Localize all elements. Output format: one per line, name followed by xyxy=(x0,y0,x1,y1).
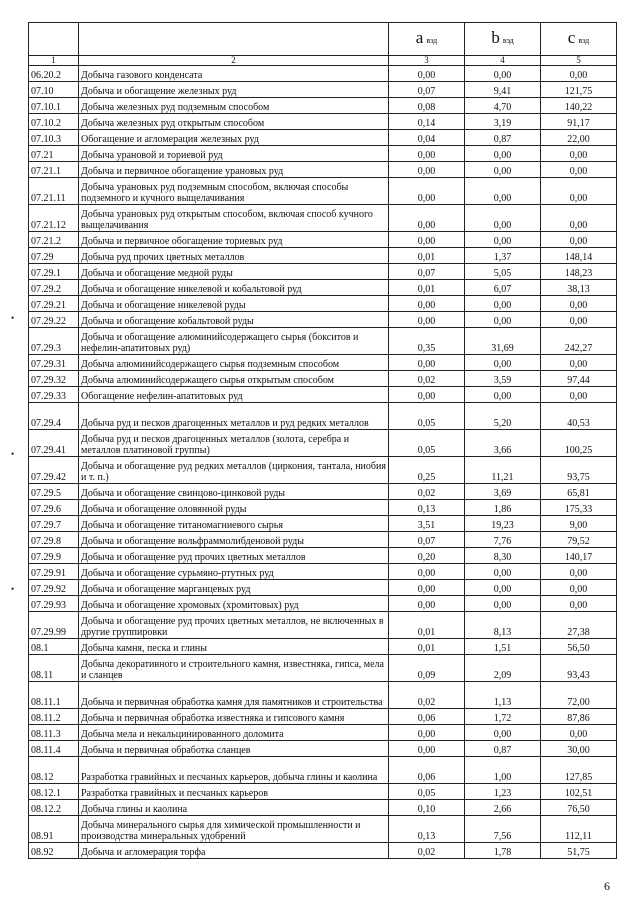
row-name: Добыча и обогащение хромовых (хромитовых) руд xyxy=(79,596,389,612)
row-value-c: 0,00 xyxy=(541,232,617,248)
column-number-row xyxy=(29,56,617,66)
row-value-a: 0,07 xyxy=(389,82,465,98)
row-name: Добыча и обогащение руд редких металлов (циркония, тантала, ниобия и т. п.) xyxy=(79,457,389,484)
row-name: Добыча и обогащение титаномагниевого сырья xyxy=(79,516,389,532)
row-code: 08.11.2 xyxy=(29,709,79,725)
row-name: Добыча руд прочих цветных металлов xyxy=(79,248,389,264)
row-value-a: 0,02 xyxy=(389,484,465,500)
row-name: Добыча и обогащение сурьмяно-ртутных руд xyxy=(79,564,389,580)
row-value-c: 0,00 xyxy=(541,162,617,178)
row-code: 08.92 xyxy=(29,843,79,859)
row-value-b: 0,00 xyxy=(465,355,541,371)
table-row xyxy=(29,98,617,114)
row-code: 07.21.2 xyxy=(29,232,79,248)
row-value-b: 1,00 xyxy=(465,757,541,784)
row-code: 07.29.42 xyxy=(29,457,79,484)
row-value-b: 5,05 xyxy=(465,264,541,280)
margin-mark: • xyxy=(11,313,15,323)
row-code: 08.12.1 xyxy=(29,784,79,800)
row-code: 07.29.99 xyxy=(29,612,79,639)
table-row xyxy=(29,564,617,580)
row-value-b: 0,00 xyxy=(465,66,541,82)
row-code: 07.29.2 xyxy=(29,280,79,296)
row-code: 07.29.22 xyxy=(29,312,79,328)
row-code: 07.29.33 xyxy=(29,387,79,403)
margin-mark: • xyxy=(11,584,15,594)
column-number: 5 xyxy=(541,56,617,66)
row-name: Добыча железных руд подземным способом xyxy=(79,98,389,114)
row-value-c: 76,50 xyxy=(541,800,617,816)
row-code: 07.29.9 xyxy=(29,548,79,564)
row-code: 08.11 xyxy=(29,655,79,682)
row-value-c: 148,23 xyxy=(541,264,617,280)
row-code: 08.1 xyxy=(29,639,79,655)
row-name: Разработка гравийных и песчаных карьеров xyxy=(79,784,389,800)
row-value-a: 0,02 xyxy=(389,371,465,387)
row-name: Добыча и первичное обогащение урановых руд xyxy=(79,162,389,178)
table-row xyxy=(29,784,617,800)
row-name: Добыча и обогащение никелевой и кобальтовой руд xyxy=(79,280,389,296)
table-row xyxy=(29,757,617,784)
row-value-b: 5,20 xyxy=(465,403,541,430)
row-value-b: 8,13 xyxy=(465,612,541,639)
row-value-b: 11,21 xyxy=(465,457,541,484)
row-value-a: 0,00 xyxy=(389,564,465,580)
header-code xyxy=(29,23,79,56)
row-value-c: 127,85 xyxy=(541,757,617,784)
row-code: 07.29.32 xyxy=(29,371,79,387)
row-name: Добыча и обогащение железных руд xyxy=(79,82,389,98)
row-value-c: 242,27 xyxy=(541,328,617,355)
header-row xyxy=(29,23,617,56)
row-value-c: 0,00 xyxy=(541,596,617,612)
row-name: Добыча камня, песка и глины xyxy=(79,639,389,655)
row-value-c: 22,00 xyxy=(541,130,617,146)
row-code: 07.29 xyxy=(29,248,79,264)
row-code: 07.29.4 xyxy=(29,403,79,430)
row-code: 06.20.2 xyxy=(29,66,79,82)
row-value-c: 102,51 xyxy=(541,784,617,800)
table-row xyxy=(29,355,617,371)
row-value-a: 0,00 xyxy=(389,296,465,312)
row-value-b: 0,00 xyxy=(465,564,541,580)
table-row xyxy=(29,82,617,98)
row-value-a: 3,51 xyxy=(389,516,465,532)
row-value-a: 0,07 xyxy=(389,264,465,280)
row-code: 07.29.41 xyxy=(29,430,79,457)
column-number: 3 xyxy=(389,56,465,66)
row-value-b: 7,76 xyxy=(465,532,541,548)
table-row xyxy=(29,548,617,564)
row-value-b: 0,87 xyxy=(465,741,541,757)
row-code: 07.29.7 xyxy=(29,516,79,532)
header-b: b вэд xyxy=(465,23,541,56)
column-number: 2 xyxy=(79,56,389,66)
row-value-b: 0,00 xyxy=(465,312,541,328)
row-value-a: 0,06 xyxy=(389,757,465,784)
row-code: 07.21.1 xyxy=(29,162,79,178)
row-value-a: 0,05 xyxy=(389,403,465,430)
row-value-b: 31,69 xyxy=(465,328,541,355)
row-value-a: 0,00 xyxy=(389,355,465,371)
row-name: Обогащение нефелин-апатитовых руд xyxy=(79,387,389,403)
row-code: 07.21.12 xyxy=(29,205,79,232)
row-name: Добыча и обогащение алюминийсодержащего сырья (бокситов и нефелин-апатитовых руд) xyxy=(79,328,389,355)
row-value-c: 51,75 xyxy=(541,843,617,859)
row-code: 08.11.1 xyxy=(29,682,79,709)
table-row xyxy=(29,596,617,612)
row-value-a: 0,00 xyxy=(389,387,465,403)
table-row xyxy=(29,484,617,500)
row-value-a: 0,00 xyxy=(389,66,465,82)
row-code: 07.29.93 xyxy=(29,596,79,612)
row-name: Добыча и обогащение руд прочих цветных металлов xyxy=(79,548,389,564)
table-row xyxy=(29,800,617,816)
table-row xyxy=(29,264,617,280)
row-value-c: 112,11 xyxy=(541,816,617,843)
row-name: Добыча руд и песков драгоценных металлов и руд редких металлов xyxy=(79,403,389,430)
table-row xyxy=(29,682,617,709)
table-row xyxy=(29,516,617,532)
row-value-a: 0,02 xyxy=(389,843,465,859)
row-value-b: 7,56 xyxy=(465,816,541,843)
row-value-a: 0,00 xyxy=(389,178,465,205)
header-c: c вэд xyxy=(541,23,617,56)
row-value-a: 0,05 xyxy=(389,784,465,800)
row-value-c: 0,00 xyxy=(541,205,617,232)
row-value-b: 3,66 xyxy=(465,430,541,457)
table-row xyxy=(29,816,617,843)
row-value-a: 0,00 xyxy=(389,146,465,162)
table-row xyxy=(29,725,617,741)
table-row xyxy=(29,403,617,430)
row-code: 07.29.1 xyxy=(29,264,79,280)
row-value-c: 0,00 xyxy=(541,725,617,741)
row-value-b: 1,72 xyxy=(465,709,541,725)
row-value-b: 19,23 xyxy=(465,516,541,532)
table-row xyxy=(29,741,617,757)
row-value-c: 56,50 xyxy=(541,639,617,655)
row-value-b: 3,19 xyxy=(465,114,541,130)
row-value-b: 0,00 xyxy=(465,580,541,596)
row-value-a: 0,10 xyxy=(389,800,465,816)
row-code: 07.29.91 xyxy=(29,564,79,580)
row-value-b: 0,00 xyxy=(465,596,541,612)
row-value-c: 0,00 xyxy=(541,564,617,580)
row-code: 07.10 xyxy=(29,82,79,98)
row-code: 07.10.1 xyxy=(29,98,79,114)
row-value-c: 0,00 xyxy=(541,66,617,82)
row-name: Добыча и обогащение марганцевых руд xyxy=(79,580,389,596)
row-value-c: 0,00 xyxy=(541,355,617,371)
row-name: Добыча урановых руд открытым способом, включая способ кучного выщелачивания xyxy=(79,205,389,232)
row-code: 08.91 xyxy=(29,816,79,843)
row-code: 07.21 xyxy=(29,146,79,162)
row-value-a: 0,04 xyxy=(389,130,465,146)
row-value-b: 0,00 xyxy=(465,296,541,312)
table-row xyxy=(29,205,617,232)
coefficients-table xyxy=(28,22,617,859)
row-value-a: 0,00 xyxy=(389,741,465,757)
row-name: Добыча и первичная обработка известняка и гипсового камня xyxy=(79,709,389,725)
row-value-a: 0,09 xyxy=(389,655,465,682)
row-value-c: 93,43 xyxy=(541,655,617,682)
row-value-b: 0,00 xyxy=(465,232,541,248)
row-code: 07.29.92 xyxy=(29,580,79,596)
row-name: Добыча и первичная обработка камня для памятников и строительства xyxy=(79,682,389,709)
table-row xyxy=(29,580,617,596)
row-value-b: 1,86 xyxy=(465,500,541,516)
table-body xyxy=(29,66,617,859)
row-value-c: 65,81 xyxy=(541,484,617,500)
row-value-c: 0,00 xyxy=(541,580,617,596)
row-value-c: 30,00 xyxy=(541,741,617,757)
row-value-c: 0,00 xyxy=(541,312,617,328)
row-value-a: 0,00 xyxy=(389,312,465,328)
row-value-a: 0,01 xyxy=(389,639,465,655)
row-code: 07.29.8 xyxy=(29,532,79,548)
row-value-c: 140,17 xyxy=(541,548,617,564)
row-value-b: 0,00 xyxy=(465,205,541,232)
row-value-c: 72,00 xyxy=(541,682,617,709)
row-code: 07.29.5 xyxy=(29,484,79,500)
row-value-c: 93,75 xyxy=(541,457,617,484)
row-name: Добыча и обогащение кобальтовой руды xyxy=(79,312,389,328)
row-value-a: 0,00 xyxy=(389,205,465,232)
header-a: a вэд xyxy=(389,23,465,56)
table-row xyxy=(29,709,617,725)
row-value-c: 40,53 xyxy=(541,403,617,430)
row-value-b: 1,37 xyxy=(465,248,541,264)
row-value-a: 0,00 xyxy=(389,162,465,178)
row-name: Добыча мела и некальцинированного доломита xyxy=(79,725,389,741)
row-value-c: 97,44 xyxy=(541,371,617,387)
row-name: Добыча и обогащение никелевой руды xyxy=(79,296,389,312)
row-value-b: 4,70 xyxy=(465,98,541,114)
row-code: 08.11.4 xyxy=(29,741,79,757)
row-value-a: 0,01 xyxy=(389,280,465,296)
row-code: 07.10.2 xyxy=(29,114,79,130)
table-row xyxy=(29,312,617,328)
table-row xyxy=(29,248,617,264)
table-row xyxy=(29,162,617,178)
table-row xyxy=(29,430,617,457)
table-row xyxy=(29,371,617,387)
row-value-b: 2,09 xyxy=(465,655,541,682)
row-value-b: 0,00 xyxy=(465,387,541,403)
row-value-a: 0,01 xyxy=(389,612,465,639)
row-value-b: 3,59 xyxy=(465,371,541,387)
row-name: Добыча и первичная обработка сланцев xyxy=(79,741,389,757)
header-name xyxy=(79,23,389,56)
row-code: 07.10.3 xyxy=(29,130,79,146)
table-row xyxy=(29,612,617,639)
row-value-b: 9,41 xyxy=(465,82,541,98)
row-value-b: 1,78 xyxy=(465,843,541,859)
table-row xyxy=(29,387,617,403)
row-code: 08.12 xyxy=(29,757,79,784)
row-name: Добыча и обогащение медной руды xyxy=(79,264,389,280)
column-number: 4 xyxy=(465,56,541,66)
table-row xyxy=(29,500,617,516)
row-value-c: 87,86 xyxy=(541,709,617,725)
row-value-a: 0,08 xyxy=(389,98,465,114)
row-value-b: 3,69 xyxy=(465,484,541,500)
table-row xyxy=(29,66,617,82)
row-name: Добыча алюминийсодержащего сырья открытым способом xyxy=(79,371,389,387)
row-value-a: 0,14 xyxy=(389,114,465,130)
table-row xyxy=(29,232,617,248)
row-value-c: 100,25 xyxy=(541,430,617,457)
row-value-a: 0,20 xyxy=(389,548,465,564)
row-name: Добыча и первичное обогащение ториевых руд xyxy=(79,232,389,248)
table-row xyxy=(29,178,617,205)
table-row xyxy=(29,639,617,655)
row-name: Добыча алюминийсодержащего сырья подземным способом xyxy=(79,355,389,371)
row-name: Добыча и обогащение оловянной руды xyxy=(79,500,389,516)
row-name: Добыча и агломерация торфа xyxy=(79,843,389,859)
row-value-b: 2,66 xyxy=(465,800,541,816)
row-value-b: 1,13 xyxy=(465,682,541,709)
row-value-c: 0,00 xyxy=(541,387,617,403)
row-value-b: 0,00 xyxy=(465,146,541,162)
row-name: Разработка гравийных и песчаных карьеров, добыча глины и каолина xyxy=(79,757,389,784)
row-name: Добыча и обогащение руд прочих цветных металлов, не включенных в другие группировки xyxy=(79,612,389,639)
row-value-c: 0,00 xyxy=(541,178,617,205)
row-code: 07.29.31 xyxy=(29,355,79,371)
row-value-a: 0,35 xyxy=(389,328,465,355)
row-value-a: 0,00 xyxy=(389,580,465,596)
table-row xyxy=(29,843,617,859)
table-row xyxy=(29,328,617,355)
table-row xyxy=(29,280,617,296)
table-row xyxy=(29,457,617,484)
row-value-a: 0,06 xyxy=(389,709,465,725)
row-value-a: 0,00 xyxy=(389,725,465,741)
table-row xyxy=(29,655,617,682)
row-name: Добыча глины и каолина xyxy=(79,800,389,816)
row-value-c: 27,38 xyxy=(541,612,617,639)
row-value-a: 0,00 xyxy=(389,232,465,248)
row-value-a: 0,00 xyxy=(389,596,465,612)
row-value-c: 91,17 xyxy=(541,114,617,130)
table-row xyxy=(29,130,617,146)
row-name: Добыча железных руд открытым способом xyxy=(79,114,389,130)
row-code: 07.29.21 xyxy=(29,296,79,312)
row-value-b: 0,00 xyxy=(465,162,541,178)
row-value-b: 0,00 xyxy=(465,178,541,205)
row-value-a: 0,25 xyxy=(389,457,465,484)
page-number: 6 xyxy=(604,879,610,893)
row-code: 07.29.3 xyxy=(29,328,79,355)
row-value-c: 175,33 xyxy=(541,500,617,516)
row-name: Добыча руд и песков драгоценных металлов (золота, серебра и металлов платиновой группы) xyxy=(79,430,389,457)
row-value-c: 148,14 xyxy=(541,248,617,264)
row-value-c: 0,00 xyxy=(541,296,617,312)
row-value-b: 8,30 xyxy=(465,548,541,564)
table-row xyxy=(29,296,617,312)
row-value-b: 1,23 xyxy=(465,784,541,800)
row-name: Добыча минерального сырья для химической промышленности и производства минеральных удобрений xyxy=(79,816,389,843)
row-value-c: 140,22 xyxy=(541,98,617,114)
row-value-c: 38,13 xyxy=(541,280,617,296)
row-name: Добыча урановой и ториевой руд xyxy=(79,146,389,162)
row-code: 08.11.3 xyxy=(29,725,79,741)
table-row xyxy=(29,114,617,130)
row-name: Добыча урановых руд подземным способом, включая способы подземного и кучного выщелачивания xyxy=(79,178,389,205)
row-value-a: 0,13 xyxy=(389,500,465,516)
row-value-b: 0,00 xyxy=(465,725,541,741)
row-code: 07.29.6 xyxy=(29,500,79,516)
row-value-c: 121,75 xyxy=(541,82,617,98)
row-name: Добыча газового конденсата xyxy=(79,66,389,82)
row-name: Добыча декоративного и строительного камня, известняка, гипса, мела и сланцев xyxy=(79,655,389,682)
column-number: 1 xyxy=(29,56,79,66)
row-value-c: 79,52 xyxy=(541,532,617,548)
row-value-a: 0,07 xyxy=(389,532,465,548)
row-value-c: 9,00 xyxy=(541,516,617,532)
row-name: Добыча и обогащение вольфраммолибденовой руды xyxy=(79,532,389,548)
margin-mark: • xyxy=(11,449,15,459)
row-value-c: 0,00 xyxy=(541,146,617,162)
row-name: Обогащение и агломерация железных руд xyxy=(79,130,389,146)
table-row xyxy=(29,146,617,162)
row-value-a: 0,01 xyxy=(389,248,465,264)
row-code: 08.12.2 xyxy=(29,800,79,816)
row-name: Добыча и обогащение свинцово-цинковой руды xyxy=(79,484,389,500)
row-value-b: 6,07 xyxy=(465,280,541,296)
row-value-a: 0,02 xyxy=(389,682,465,709)
row-code: 07.21.11 xyxy=(29,178,79,205)
row-value-b: 1,51 xyxy=(465,639,541,655)
row-value-b: 0,87 xyxy=(465,130,541,146)
row-value-a: 0,13 xyxy=(389,816,465,843)
table-row xyxy=(29,532,617,548)
row-value-a: 0,05 xyxy=(389,430,465,457)
